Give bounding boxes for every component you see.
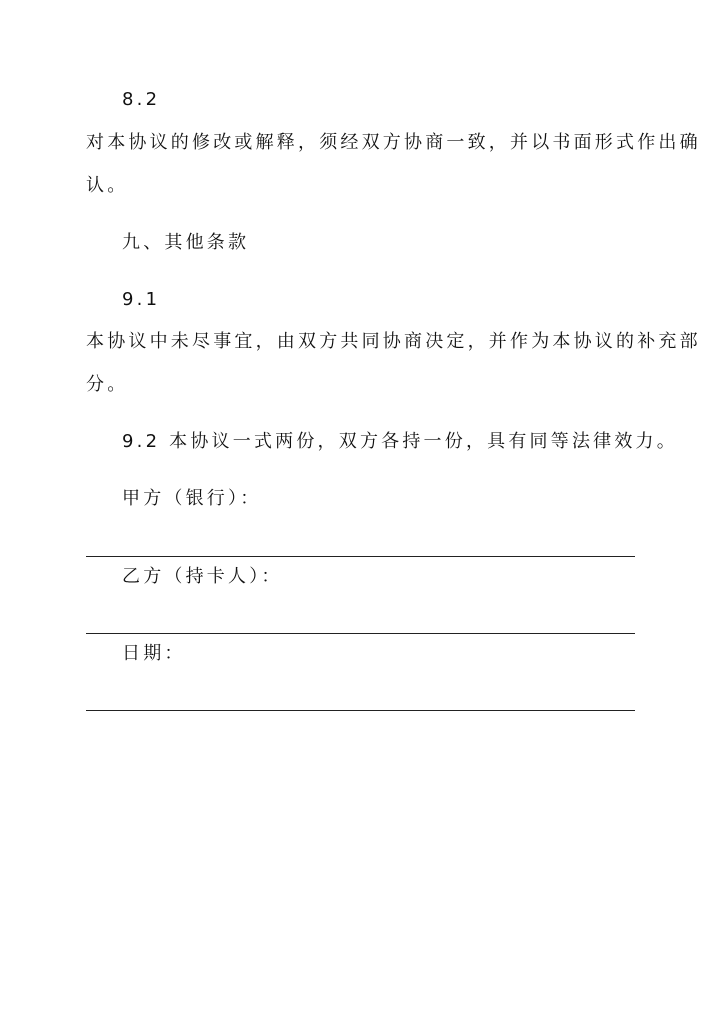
section-8-2-text-line-1: 对本协议的修改或解释，须经双方协商一致，并以书面形式作出确 [86,132,701,153]
section-9-1-text-line-2: 分。 [86,374,129,395]
section-8-2-text-line-2: 认。 [86,175,129,196]
party-b-label: 乙方（持卡人）： [122,566,283,587]
section-9-1-text-line-1: 本协议中未尽事宜，由双方共同协商决定，并作为本协议的补充部 [86,331,701,352]
date-signature-line [86,710,635,711]
section-8-2-number: 8.2 [122,89,161,110]
party-a-signature-line [86,556,635,557]
section-9-1-number: 9.1 [122,289,161,310]
party-a-label: 甲方（银行）： [122,488,262,509]
chapter-9-heading: 九、其他条款 [122,232,250,253]
date-label: 日期： [122,643,186,664]
party-b-signature-line [86,633,635,634]
section-9-2-text: 9.2 本协议一式两份，双方各持一份，具有同等法律效力。 [122,431,678,452]
